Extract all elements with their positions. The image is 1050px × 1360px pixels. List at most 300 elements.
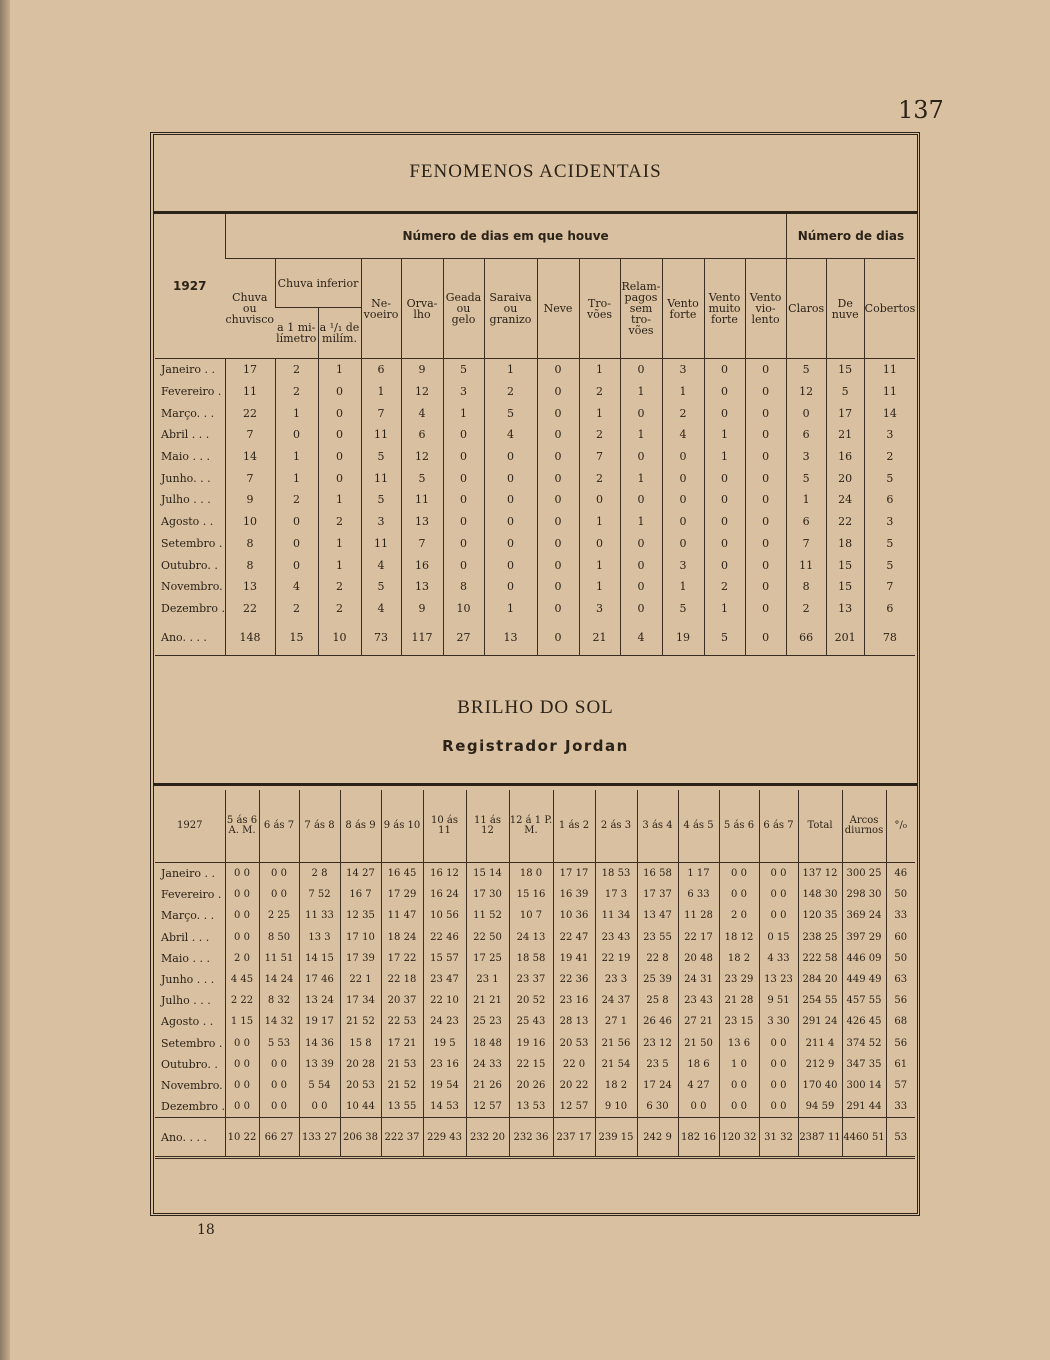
table-cell: 2 [275,489,318,511]
table-cell: 2 [579,424,620,446]
table-cell: 1 [484,359,537,381]
table-cell: 16 45 [381,863,423,885]
table-cell: 0 [537,511,579,533]
fenomenos-body [155,359,915,656]
row-label: Ano. . . . [155,619,225,656]
table-cell: 4 [484,424,537,446]
table-cell: 0 [443,554,484,576]
table-cell: 0 [662,533,704,555]
table-cell: 13 3 [299,927,340,948]
table-cell: 8 [225,533,275,555]
table-cell: 4 [401,402,443,424]
table-cell: 254 55 [798,990,842,1011]
table-cell: 0 [579,533,620,555]
table-cell: 20 22 [553,1075,595,1096]
table-cell: 60 [886,927,915,948]
table-cell: 300 25 [842,863,886,885]
table-cell: 5 [361,576,401,598]
table-cell: 19 54 [423,1075,466,1096]
table-cell: 0 [443,511,484,533]
table-cell: 1 [579,359,620,381]
table-cell: 0 0 [225,1054,259,1075]
table-cell: 0 0 [225,884,259,905]
table-cell: 0 [443,489,484,511]
table-cell: 6 [786,511,826,533]
table-cell: 11 51 [259,948,299,969]
table-cell: 0 0 [259,884,299,905]
fenomenos-title: FENOMENOS ACIDENTAIS [409,161,662,182]
table-cell: 7 [864,576,915,598]
table-cell: 5 [704,619,745,656]
table-cell: 0 0 [759,1033,798,1054]
table-cell: 1 [620,424,662,446]
table-cell: 2 [484,381,537,403]
table-cell: 7 [401,533,443,555]
brilho-col-header: °/₀ [886,790,915,863]
table-cell: 3 [361,511,401,533]
table-cell: 73 [361,619,401,656]
table-cell: 0 [318,424,361,446]
table-cell: 21 50 [678,1033,719,1054]
table-cell: 31 32 [759,1118,798,1158]
fenomenos-row [155,576,915,598]
table-cell: 18 [826,533,864,555]
table-cell: 18 2 [719,948,759,969]
table-cell: 1 [579,554,620,576]
table-cell: 3 30 [759,1011,798,1032]
page-number: 137 [898,96,944,124]
table-cell: 19 17 [299,1011,340,1032]
table-cell: 25 43 [509,1011,553,1032]
table-cell: 6 [864,598,915,620]
table-cell: 12 [401,446,443,468]
table-cell: 10 7 [509,905,553,926]
table-cell: 56 [886,990,915,1011]
table-cell: 0 [745,424,786,446]
row-label: Agosto . . [161,515,214,529]
table-cell: 6 [864,489,915,511]
table-cell: 16 12 [423,863,466,885]
table-cell: 206 38 [340,1118,381,1158]
table-cell: 10 [443,598,484,620]
table-cell: 232 20 [466,1118,509,1158]
brilho-row [155,1096,915,1118]
fenomenos-row [155,424,915,446]
table-cell: 0 [620,489,662,511]
table-cell: 148 [225,619,275,656]
table-cell: 17 25 [466,948,509,969]
table-cell: 291 44 [842,1096,886,1118]
table-cell: 0 [443,533,484,555]
table-cell: 23 5 [637,1054,678,1075]
table-cell: 0 [537,619,579,656]
table-cell: 66 [786,619,826,656]
table-cell: 4 [361,598,401,620]
brilho-row [155,969,915,990]
table-cell: 22 53 [381,1011,423,1032]
table-cell: 22 18 [381,969,423,990]
table-cell: 5 [864,467,915,489]
brilho-row [155,990,915,1011]
col-orvalho: Orva-lho [401,259,443,359]
table-cell: 2 [318,576,361,598]
table-cell: 0 [745,381,786,403]
table-cell: 14 15 [299,948,340,969]
row-label: Outubro. . [161,1057,218,1071]
table-cell: 19 [662,619,704,656]
table-cell: 3 [662,359,704,381]
table-cell: 426 45 [842,1011,886,1032]
table-cell: 16 24 [423,884,466,905]
table-cell: 1 [318,554,361,576]
table-cell: 1 [318,489,361,511]
row-label: Maio . . . [161,450,210,464]
fenomenos-table [155,214,915,656]
table-cell: 63 [886,969,915,990]
year-header: 1927 [155,214,225,359]
table-cell: 25 39 [637,969,678,990]
group-header-days-sky: Número de dias [786,214,915,259]
table-cell: 68 [886,1011,915,1032]
col-saraiva: Saraiva ou granizo [484,259,537,359]
table-cell: 0 [537,598,579,620]
table-cell: 0 [662,489,704,511]
table-cell: 0 [275,511,318,533]
table-cell: 33 [886,905,915,926]
table-cell: 4 45 [225,969,259,990]
table-cell: 2 [275,381,318,403]
table-cell: 16 [826,446,864,468]
table-cell: 12 57 [466,1096,509,1118]
table-cell: 11 28 [678,905,719,926]
table-cell: 22 50 [466,927,509,948]
table-cell: 0 0 [225,905,259,926]
table-cell: 14 36 [299,1033,340,1054]
table-cell: 15 57 [423,948,466,969]
brilho-table [155,790,915,1159]
row-label: Dezembro . [161,1100,225,1114]
table-cell: 0 [745,554,786,576]
col-chuva-inferior: Chuva inferior [275,259,361,308]
table-cell: 10 [318,619,361,656]
table-cell: 17 29 [381,884,423,905]
table-cell: 0 0 [759,905,798,926]
brilho-col-header: 5 ás 6 A. M. [225,790,259,863]
table-cell: 0 [745,359,786,381]
table-cell: 20 37 [381,990,423,1011]
table-cell: 0 [662,467,704,489]
table-cell: 0 [704,402,745,424]
table-cell: 50 [886,884,915,905]
table-cell: 24 13 [509,927,553,948]
table-cell: 0 [537,467,579,489]
table-cell: 20 53 [340,1075,381,1096]
table-cell: 120 32 [719,1118,759,1158]
table-cell: 15 [275,619,318,656]
table-cell: 242 9 [637,1118,678,1158]
table-cell: 24 33 [466,1054,509,1075]
table-cell: 5 [786,359,826,381]
table-cell: 21 [579,619,620,656]
table-cell: 11 34 [595,905,637,926]
fenomenos-row [155,446,915,468]
table-cell: 13 [826,598,864,620]
table-cell: 0 [704,359,745,381]
table-cell: 25 23 [466,1011,509,1032]
table-cell: 182 16 [678,1118,719,1158]
table-cell: 1 [579,511,620,533]
table-cell: 15 16 [509,884,553,905]
fenomenos-row [155,467,915,489]
table-cell: 0 [745,576,786,598]
table-cell: 0 [484,554,537,576]
col-neve: Neve [537,259,579,359]
table-cell: 22 [225,598,275,620]
table-cell: 17 34 [340,990,381,1011]
table-cell: 0 [537,359,579,381]
table-cell: 3 [662,554,704,576]
table-cell: 5 [864,554,915,576]
table-cell: 229 43 [423,1118,466,1158]
table-cell: 4 [662,424,704,446]
table-cell: 222 37 [381,1118,423,1158]
table-cell: 201 [826,619,864,656]
table-cell: 15 [826,554,864,576]
table-cell: 0 [745,598,786,620]
table-cell: 23 47 [423,969,466,990]
table-cell: 22 19 [595,948,637,969]
row-label: Dezembro . [161,601,225,615]
table-cell: 18 58 [509,948,553,969]
row-label: Julho . . . [161,994,211,1008]
table-cell: 11 [864,359,915,381]
table-cell: 0 [704,381,745,403]
table-cell: 23 37 [509,969,553,990]
table-cell: 17 24 [637,1075,678,1096]
table-cell: 137 12 [798,863,842,885]
row-label: Ano. . . . [155,1118,225,1158]
table-cell: 23 16 [423,1054,466,1075]
table-cell: 1 [579,576,620,598]
table-cell: 0 0 [719,1096,759,1118]
table-cell: 0 [537,489,579,511]
table-cell: 18 24 [381,927,423,948]
row-label: Junho. . . [161,471,211,485]
fenomenos-row [155,598,915,620]
row-label: Novembro. [161,580,223,594]
table-cell: 0 0 [759,1075,798,1096]
table-cell: 16 [401,554,443,576]
table-cell: 24 23 [423,1011,466,1032]
table-cell: 0 0 [759,863,798,885]
brilho-row [155,1054,915,1075]
table-cell: 7 52 [299,884,340,905]
table-cell: 449 49 [842,969,886,990]
table-cell: 0 [484,467,537,489]
table-cell: 10 [225,511,275,533]
table-cell: 13 53 [509,1096,553,1118]
table-cell: 13 [225,576,275,598]
table-cell: 22 15 [509,1054,553,1075]
col-relampagos: Relam-pagos sem tro-vões [620,259,662,359]
col-nevoeiro: Ne-voeiro [361,259,401,359]
brilho-col-header: 10 ás 11 [423,790,466,863]
brilho-annual-row [155,1118,915,1158]
table-cell: 22 1 [340,969,381,990]
table-cell: 0 0 [259,1096,299,1118]
table-cell: 237 17 [553,1118,595,1158]
table-cell: 22 17 [678,927,719,948]
table-cell: 17 [826,402,864,424]
table-cell: 12 [401,381,443,403]
table-cell: 1 [786,489,826,511]
brilho-body [155,863,915,1158]
table-cell: 20 [826,467,864,489]
table-cell: 117 [401,619,443,656]
col-chuva: Chuva ou chuvisco [225,291,274,326]
table-cell: 4 [275,576,318,598]
row-label: Novembro. [161,1078,223,1092]
table-cell: 6 30 [637,1096,678,1118]
table-cell: 211 4 [798,1033,842,1054]
table-cell: 0 [745,467,786,489]
row-label: Setembro . [161,536,223,550]
table-cell: 56 [886,1033,915,1054]
table-cell: 18 12 [719,927,759,948]
table-cell: 10 22 [225,1118,259,1158]
table-cell: 21 52 [340,1011,381,1032]
table-cell: 15 14 [466,863,509,885]
table-cell: 291 24 [798,1011,842,1032]
table-cell: 9 [401,598,443,620]
table-cell: 22 10 [423,990,466,1011]
table-cell: 7 [786,533,826,555]
table-cell: 4 [361,554,401,576]
table-cell: 25 8 [637,990,678,1011]
table-cell: 1 [704,424,745,446]
table-cell: 21 53 [381,1054,423,1075]
table-cell: 0 [745,533,786,555]
table-cell: 2387 11 [798,1118,842,1158]
table-cell: 24 [826,489,864,511]
table-cell: 0 [745,489,786,511]
table-cell: 2 0 [719,905,759,926]
table-cell: 9 [401,359,443,381]
table-cell: 3 [443,381,484,403]
table-cell: 0 0 [719,863,759,885]
fenomenos-row [155,381,915,403]
table-cell: 15 8 [340,1033,381,1054]
table-cell: 17 10 [340,927,381,948]
table-cell: 2 8 [299,863,340,885]
table-cell: 22 36 [553,969,595,990]
table-cell: 5 53 [259,1033,299,1054]
table-cell: 0 [662,446,704,468]
table-cell: 1 [318,359,361,381]
table-cell: 170 40 [798,1075,842,1096]
table-cell: 14 32 [259,1011,299,1032]
brilho-col-header: Arcos diurnos [842,790,886,863]
table-cell: 11 [401,489,443,511]
table-cell: 10 44 [340,1096,381,1118]
table-cell: 5 54 [299,1075,340,1096]
table-cell: 0 [620,359,662,381]
table-cell: 0 [620,533,662,555]
row-label: Junho . . . [161,973,215,987]
table-cell: 13 24 [299,990,340,1011]
brilho-col-header: 12 á 1 P. M. [509,790,553,863]
table-cell: 457 55 [842,990,886,1011]
table-cell: 13 55 [381,1096,423,1118]
table-cell: 53 [886,1118,915,1158]
table-cell: 0 0 [225,927,259,948]
table-cell: 46 [886,863,915,885]
page-edge [0,0,10,1360]
table-cell: 22 47 [553,927,595,948]
col-fracao-milimetro: a ¹/₁ de milím. [318,308,361,359]
table-cell: 0 [704,554,745,576]
table-cell: 2 [864,446,915,468]
table-cell: 7 [361,402,401,424]
table-cell: 23 43 [678,990,719,1011]
table-cell: 0 0 [719,884,759,905]
table-cell: 33 [886,1096,915,1118]
col-vento-violento: Vento vio-lento [745,259,786,359]
table-cell: 21 28 [719,990,759,1011]
table-cell: 9 51 [759,990,798,1011]
brilho-row [155,905,915,926]
table-cell: 0 [275,533,318,555]
table-cell: 9 [225,489,275,511]
row-label: Fevereiro . [161,385,222,399]
brilho-row [155,863,915,885]
table-cell: 0 [484,511,537,533]
table-cell: 11 [361,533,401,555]
table-cell: 1 0 [719,1054,759,1075]
table-cell: 2 [275,359,318,381]
table-cell: 8 32 [259,990,299,1011]
row-label: Abril . . . [161,428,210,442]
table-cell: 1 [275,467,318,489]
table-cell: 1 17 [678,863,719,885]
table-cell: 0 [275,424,318,446]
table-cell: 0 0 [225,1033,259,1054]
table-cell: 20 52 [509,990,553,1011]
table-cell: 0 [484,576,537,598]
table-cell: 0 [318,467,361,489]
table-cell: 5 [662,598,704,620]
table-cell: 18 0 [509,863,553,885]
table-cell: 3 [579,598,620,620]
table-cell: 0 0 [225,1075,259,1096]
table-cell: 0 [662,511,704,533]
table-cell: 24 31 [678,969,719,990]
table-cell: 1 [443,402,484,424]
fenomenos-row [155,359,915,381]
brilho-year-header: 1927 [155,790,225,863]
table-cell: 28 13 [553,1011,595,1032]
table-cell: 6 [786,424,826,446]
table-cell: 2 0 [225,948,259,969]
table-cell: 20 28 [340,1054,381,1075]
table-cell: 14 27 [340,863,381,885]
table-cell: 50 [886,948,915,969]
table-cell: 0 0 [678,1096,719,1118]
table-cell: 16 7 [340,884,381,905]
table-cell: 0 [579,489,620,511]
table-cell: 10 56 [423,905,466,926]
brilho-row [155,1011,915,1032]
